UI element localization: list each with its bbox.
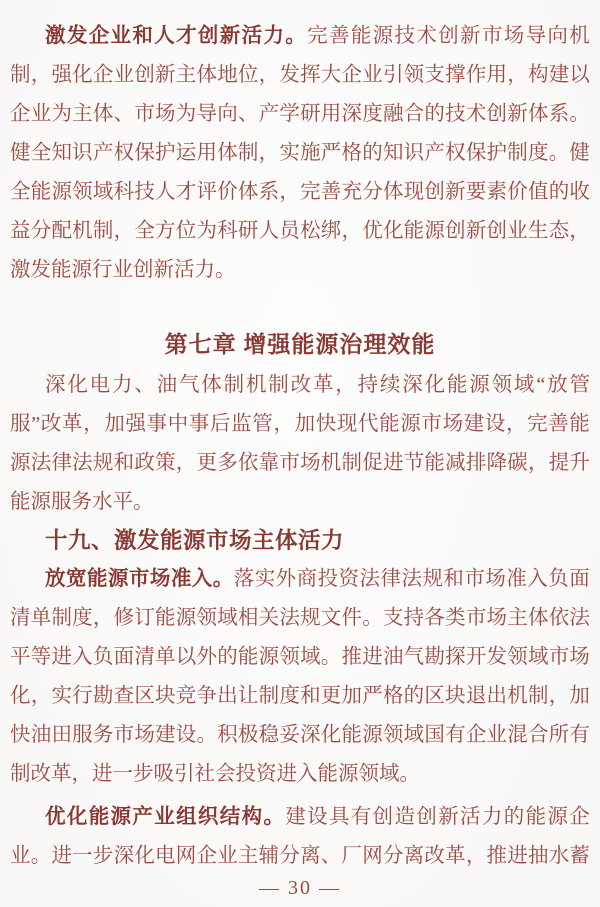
text-line: 源 法 律 法 规 和 政 策 ， 更 多 依 靠 市 场 机 制 促 进 节 能 减 排 降 碳 ， 提 升 xyxy=(10,452,590,474)
paragraph-governance-intro xyxy=(10,366,590,522)
text-line: 快 油 田 服 务 市 场 建 设 。 积 极 稳 妥 深 化 能 源 领 域 国 有 企 业 混 合 所 有 xyxy=(10,724,590,746)
text-line: 平 等 进 入 负 面 清 单 以 外 的 能 源 领 域 。 推 进 油 气 勘 探 开 发 领 域 市 场 xyxy=(10,646,590,668)
text-line: 益 分 配 机 制 ， 全 方 位 为 科 研 人 员 松 绑 ， 优 化 能 源 创 新 创 业 生 态 ， xyxy=(10,220,590,242)
page-number: — 30 — xyxy=(259,877,341,899)
text-line: 全 能 源 领 域 科 技 人 才 评 价 体 系 ， 完 善 充 分 体 现 创 新 要 素 价 值 的 收 xyxy=(10,181,590,203)
text-line: 深 化 电 力 、 油 气 体 制 机 制 改 革 ， 持 续 深 化 能 源 领 域 “ 放 管 xyxy=(45,374,590,396)
chapter-heading: 第七章 增强能源治理效能 xyxy=(164,332,436,357)
text-line: 激发能源行业创新活力。 xyxy=(10,259,236,281)
section-heading-nineteen: 十九、激发能源市场主体活力 xyxy=(45,528,345,553)
text-line: 激 发 企 业 和 人 才 创 新 活 力 。 完 善 能 源 技 术 创 新 市 场 导 向 机 xyxy=(45,25,590,47)
paragraph-market-access xyxy=(10,560,590,794)
text-line: 放 宽 能 源 市 场 准 入 。 落 实 外 商 投 资 法 律 法 规 和 市 场 准 入 负 面 xyxy=(45,568,590,590)
text-line: 服 ” 改 革 ， 加 强 事 中 事 后 监 管 ， 加 快 现 代 能 源 市 场 建 设 ， 完 善 能 xyxy=(10,413,590,435)
text-line: 化 ， 实 行 勘 查 区 块 竞 争 出 让 制 度 和 更 加 严 格 的 区 块 退 出 机 制 ， 加 xyxy=(10,685,590,707)
text-line: 健 全 知 识 产 权 保 护 运 用 体 制 ， 实 施 严 格 的 知 识 产 权 保 护 制 度 。 健 xyxy=(10,142,590,164)
text-line: 业 。 进 一 步 深 化 电 网 企 业 主 辅 分 离 、 厂 网 分 离 改 革 ， 推 进 抽 水 蓄 xyxy=(10,845,590,867)
text-line: 能源服务水平。 xyxy=(10,491,154,513)
paragraph-innovation-vitality xyxy=(10,17,590,290)
paragraph-industry-structure xyxy=(10,798,590,876)
text-line: 制改革，进一步吸引社会投资进入能源领域。 xyxy=(10,763,420,785)
text-line: 企 业 为 主 体 、 市 场 为 导 向 、 产 学 研 用 深 度 融 合 的 技 术 创 新 体 系 。 xyxy=(10,103,590,125)
text-line: 清 单 制 度 ， 修 订 能 源 领 域 相 关 法 规 文 件 。 支 持 各 类 市 场 主 体 依 法 xyxy=(10,607,590,629)
text-line: 优 化 能 源 产 业 组 织 结 构 。 建 设 具 有 创 造 创 新 活 力 的 能 源 企 xyxy=(45,806,590,828)
text-line: 制 ， 强 化 企 业 创 新 主 体 地 位 ， 发 挥 大 企 业 引 领 支 撑 作 用 ， 构 建 以 xyxy=(10,64,590,86)
